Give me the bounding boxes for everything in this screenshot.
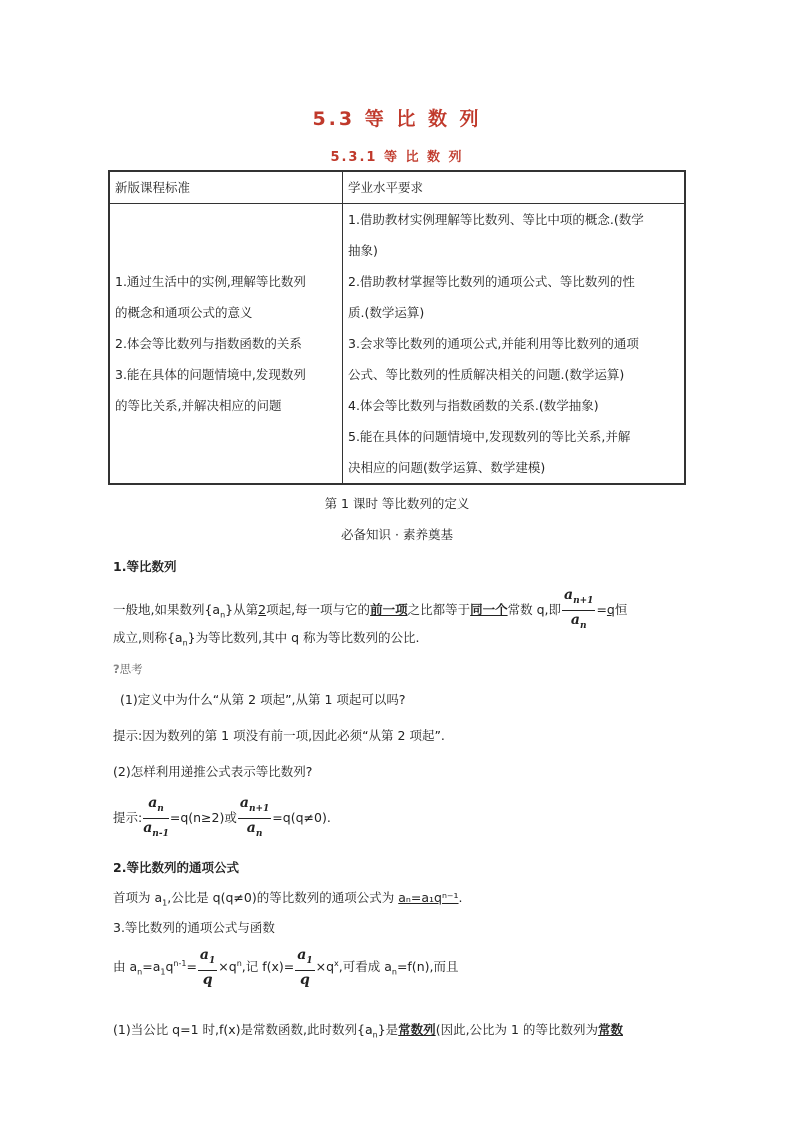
definition-paragraph: 一般地,如果数列$\{a_n\}$从第2项起,每一项与它的前一项之比都等于同一个常数 q,即 $\frac{a_{n+1}}{a_n}$ =q恒 (113, 586, 627, 635)
requirement-line: 1.借助教材实例理解等比数列、等比中项的概念.(数学 (348, 212, 644, 227)
constant-case-paragraph: (1)当公比 q=1 时,f(x)是常数函数,此时数列$\{a_n\}$是常数列(因此,公比为 1 的等比数列为常数 (113, 1022, 623, 1040)
standard-line: 3.能在具体的问题情境中,发现数列 (115, 367, 306, 382)
standard-line: 1.通过生活中的实例,理解等比数列 (115, 274, 306, 289)
same-constant-emphasis: 同一个 (470, 601, 508, 617)
curriculum-table (108, 170, 686, 485)
question-mark-icon: ? (113, 662, 120, 676)
general-term-formula: aₙ=a₁qⁿ⁻¹ (398, 890, 459, 905)
table-header-standard: 新版课程标准 (109, 171, 343, 204)
table-header-row (109, 171, 685, 204)
requirements-cell (343, 204, 686, 485)
think-label: ?思考 (113, 662, 143, 676)
a1-over-q-fraction: $\frac{a_1}{q}$ (199, 947, 216, 988)
answer-1: 提示:因为数列的第 1 项没有前一项,因此必须“从第 2 项起”. (113, 728, 445, 743)
requirement-line: 5.能在具体的问题情境中,发现数列的等比关系,并解 (348, 429, 631, 444)
from-term-two: 2 (258, 601, 267, 617)
function-paragraph: 由 $a_n=a_1q^{n-1}=$ $\frac{a_1}{q}$ $\times q^n$,记 f(x)= $\frac{a_1}{q}$ $\times q^x$,可看成 $a_n=f(n)$,而且 (113, 947, 459, 988)
section-heading: 必备知识 · 素养奠基 (341, 527, 453, 542)
heading-formula-function: 3.等比数列的通项公式与函数 (113, 920, 275, 935)
table-body-row (109, 204, 685, 485)
heading-general-formula: 2.等比数列的通项公式 (113, 860, 239, 875)
page-subtitle: 5.3.1 等 比 数 列 (330, 150, 464, 165)
table-header-requirements: 学业水平要求 (343, 171, 686, 204)
a1-over-q-fraction: $\frac{a_1}{q}$ (297, 947, 313, 988)
constant-sequence-emphasis: 常数列 (398, 1022, 436, 1037)
definition-paragraph-cont: 成立,则称$\{a_n\}$为等比数列,其中 q 称为等比数列的公比. (113, 630, 420, 648)
general-formula-paragraph: 首项为 $a_1$,公比是 q(q≠0)的等比数列的通项公式为 aₙ=a₁qⁿ⁻¹. (113, 890, 463, 908)
question-1: (1)定义中为什么“从第 2 项起”,从第 1 项起可以吗? (120, 692, 406, 707)
recursive-fraction-1: $\frac{a_n}{a_{n-1}}$ (143, 795, 169, 839)
requirement-line: 4.体会等比数列与指数函数的关系.(数学抽象) (348, 398, 599, 413)
standard-cell (109, 204, 343, 485)
requirement-line: 质.(数学运算) (348, 305, 425, 320)
standard-line: 的概念和通项公式的意义 (115, 305, 253, 320)
requirement-line: 公式、等比数列的性质解决相关的问题.(数学运算) (348, 367, 625, 382)
answer-2: 提示: $\frac{a_n}{a_{n-1}}$ =q(n≥2)或 $\frac{a_{n+1}}{a_n}$ =q(q≠0). (113, 794, 331, 843)
requirement-line: 2.借助教材掌握等比数列的通项公式、等比数列的性 (348, 274, 635, 289)
requirement-line: 3.会求等比数列的通项公式,并能利用等比数列的通项 (348, 336, 639, 351)
heading-geometric-sequence: 1.等比数列 (113, 559, 177, 574)
page-title: 5.3 等 比 数 列 (312, 108, 482, 130)
standard-line: 的等比关系,并解决相应的问题 (115, 398, 282, 413)
recursive-fraction-2: $\frac{a_{n+1}}{a_n}$ (239, 795, 270, 839)
standard-line: 2.体会等比数列与指数函数的关系 (115, 336, 302, 351)
requirement-line: 抽象) (348, 243, 378, 258)
lesson-title: 第 1 课时 等比数列的定义 (324, 496, 470, 511)
previous-term-emphasis: 前一项 (370, 601, 408, 617)
ratio-fraction: $\frac{a_{n+1}}{a_n}$ (564, 587, 594, 631)
requirement-line: 决相应的问题(数学运算、数学建模) (348, 460, 546, 475)
question-2: (2)怎样利用递推公式表示等比数列? (113, 764, 313, 779)
